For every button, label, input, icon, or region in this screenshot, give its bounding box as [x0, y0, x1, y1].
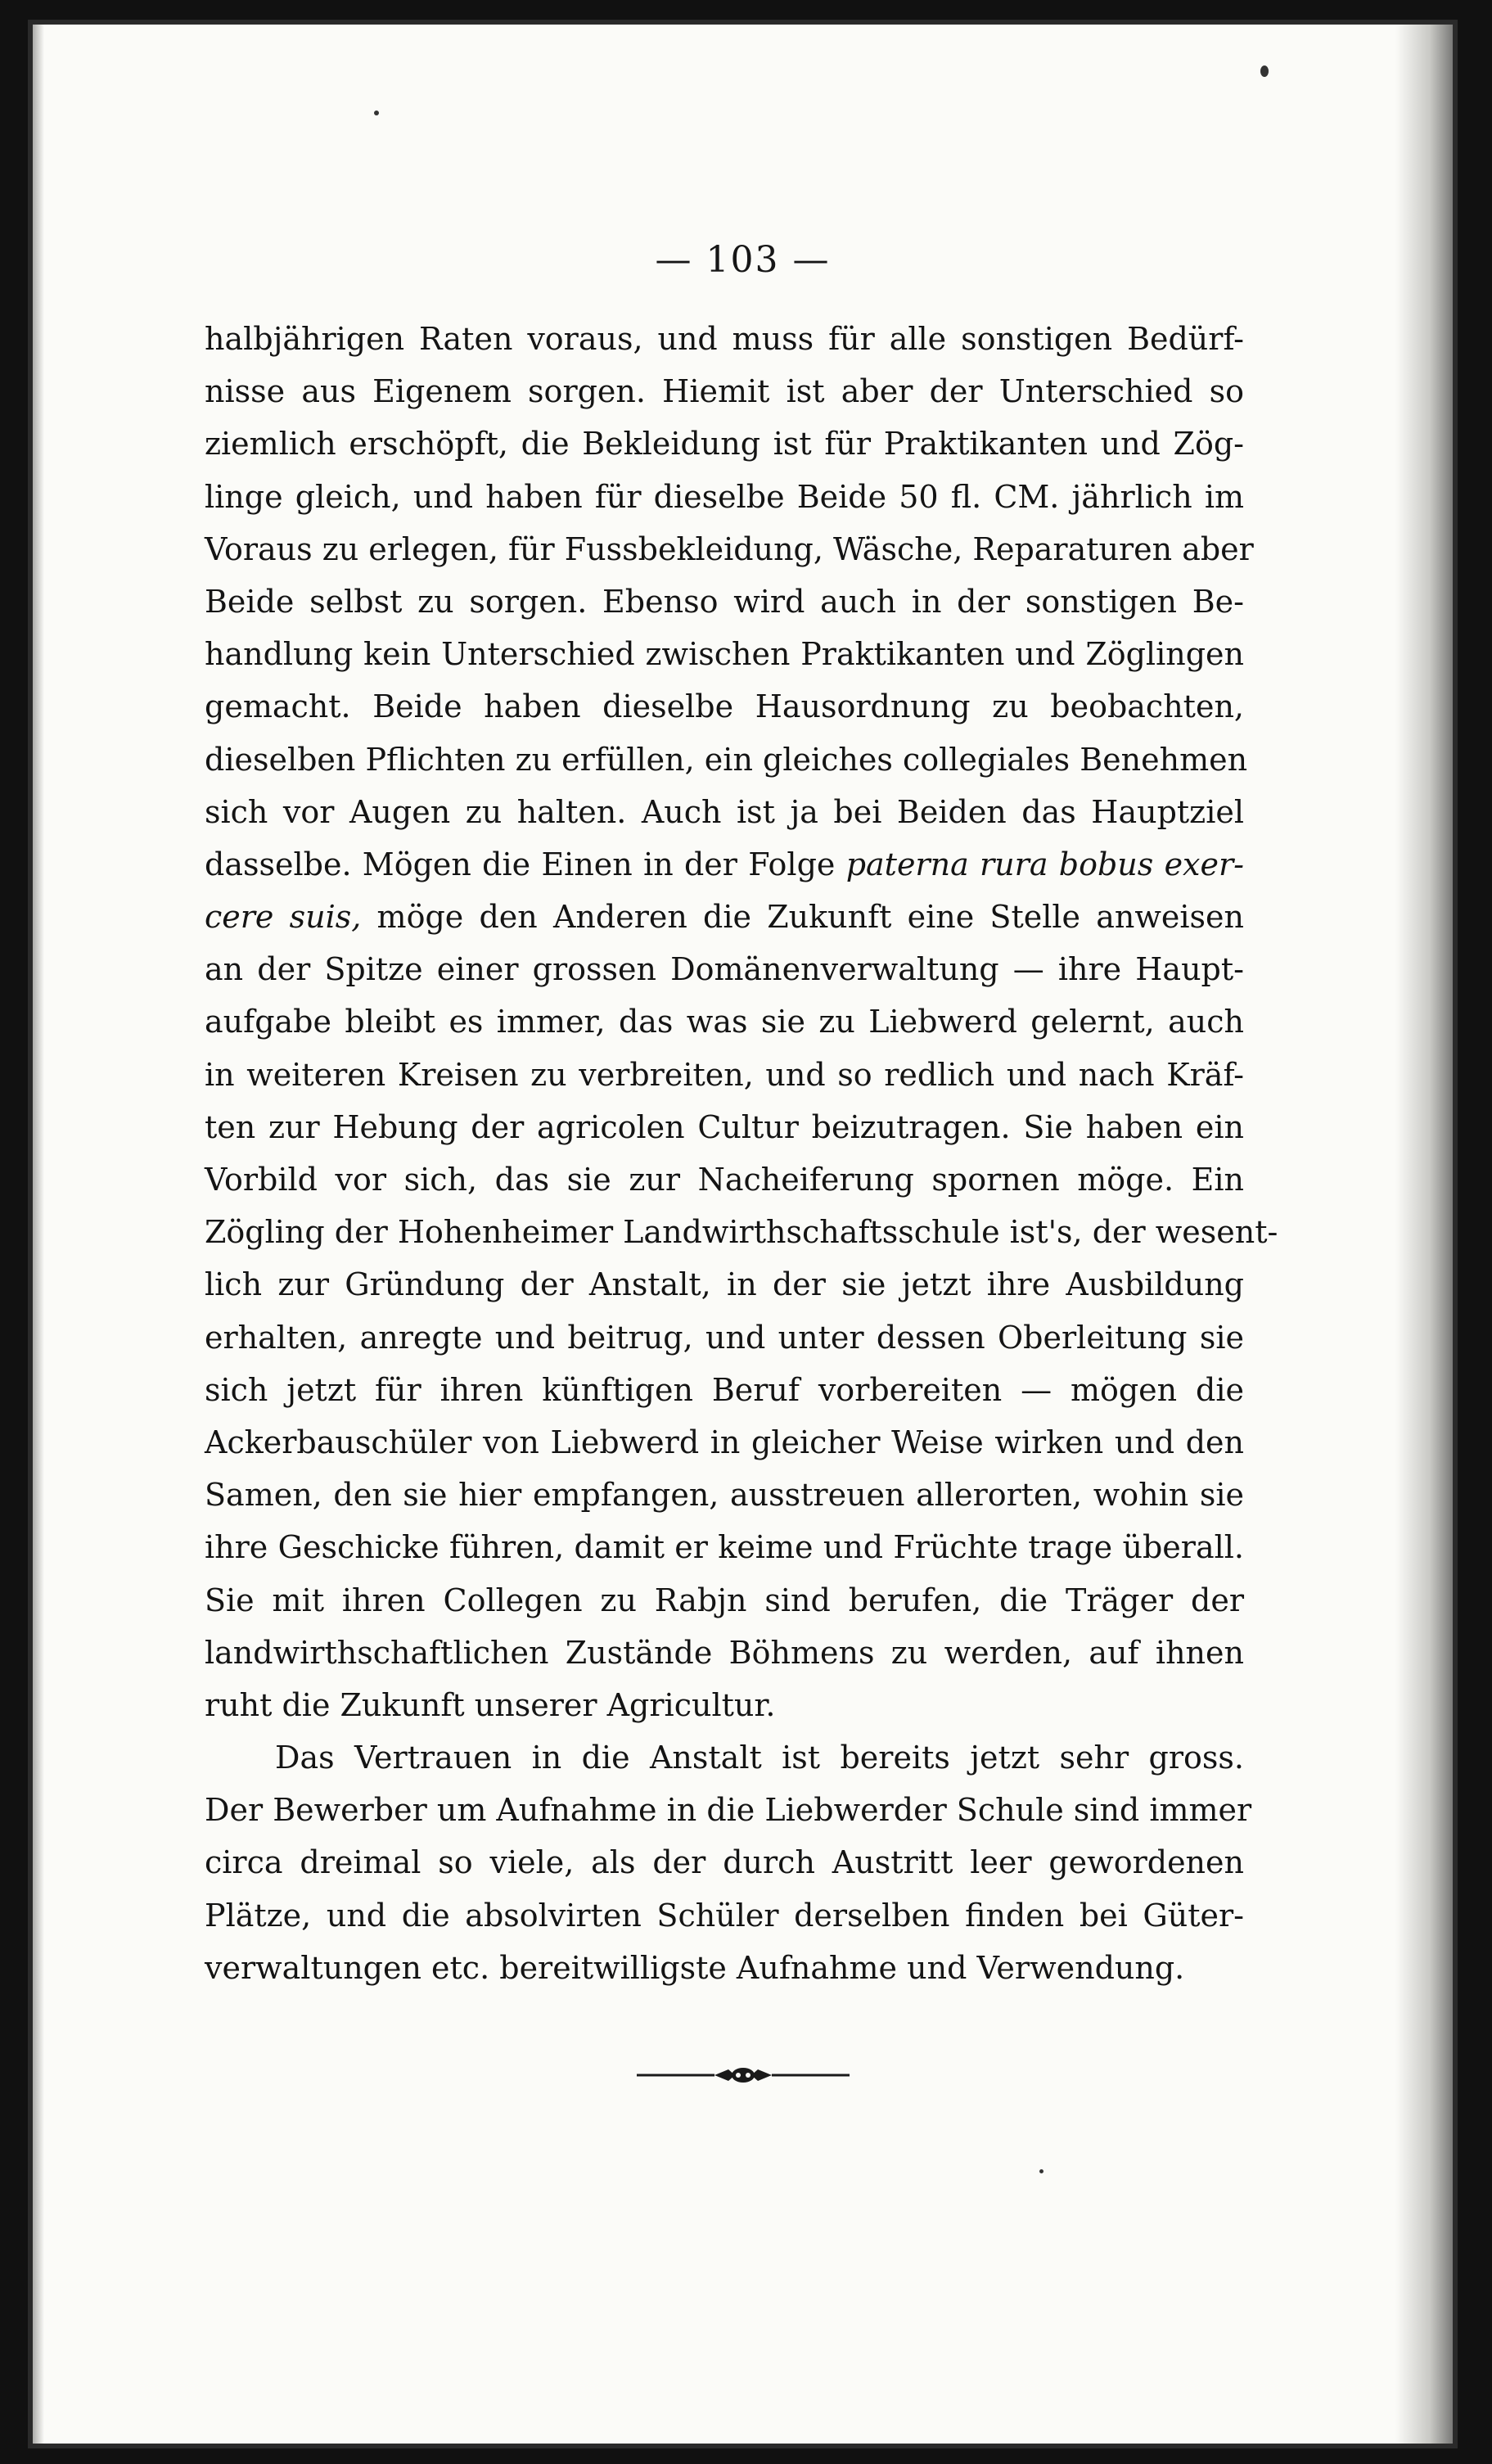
text-line: verwaltungen etc. bereitwilligste Aufnahme und Verwendung. — [205, 1949, 1185, 1986]
text-line: erhalten, anregte und beitrug, und unter dessen Oberleitung sie — [205, 1319, 1244, 1356]
text-segment: dasselbe. Mögen die Einen in der Folge — [205, 846, 846, 882]
text-line: Beide selbst zu sorgen. Ebenso wird auch in der sonstigen Be- — [205, 583, 1244, 620]
text-line: Sie mit ihren Collegen zu Rabjn sind berufen, die Träger der — [205, 1582, 1244, 1618]
text-line: ten zur Hebung der agricolen Cultur beizutragen. Sie haben ein — [205, 1108, 1244, 1145]
text-line: dieselben Pflichten zu erfüllen, ein gleiches collegiales Benehmen — [205, 741, 1248, 778]
text-line: Samen, den sie hier empfangen, ausstreuen allerorten, wohin sie — [205, 1477, 1244, 1514]
scan-speck — [1260, 65, 1269, 77]
text-line-with-latin-quote — [205, 891, 1244, 943]
latin-quote: paterna rura bobus exer- — [845, 846, 1244, 882]
decorative-divider-icon — [33, 2063, 1453, 2092]
text-line: aufgabe bleibt es immer, das was sie zu Liebwerd gelernt, auch — [205, 1004, 1244, 1040]
text-line: sich jetzt für ihren künftigen Beruf vorbereiten — mögen die — [205, 1371, 1244, 1408]
text-segment: möge den Anderen die Zukunft eine Stelle anweisen — [361, 899, 1244, 936]
text-line: Das Vertrauen in die Anstalt ist bereits jetzt sehr gross. — [275, 1740, 1244, 1776]
scan-speck — [374, 111, 379, 115]
body-text — [205, 313, 1278, 1994]
text-line: sich vor Augen zu halten. Auch ist ja bei Beiden das Hauptziel — [205, 793, 1244, 830]
text-line-with-latin-quote — [205, 838, 1244, 891]
text-line: gemacht. Beide haben dieselbe Hausordnung zu beobachten, — [205, 688, 1244, 725]
text-line: Der Bewerber um Aufnahme in die Liebwerder Schule sind immer — [205, 1792, 1252, 1829]
text-line: Voraus zu erlegen, für Fussbekleidung, Wäsche, Reparaturen aber — [205, 530, 1254, 567]
text-line: an der Spitze einer grossen Domänenverwaltung — ihre Haupt- — [205, 951, 1244, 988]
book-page — [33, 25, 1453, 2444]
text-line: nisse aus Eigenem sorgen. Hiemit ist aber der Unterschied so — [205, 373, 1244, 410]
page-number: — 103 — — [655, 239, 831, 281]
text-line: ziemlich erschöpft, die Bekleidung ist für Praktikanten und Zög- — [205, 426, 1244, 463]
text-line: handlung kein Unterschied zwischen Praktikanten und Zöglingen — [205, 636, 1244, 673]
text-line: landwirthschaftlichen Zustände Böhmens zu werden, auf ihnen — [205, 1634, 1244, 1671]
text-line: Zögling der Hohenheimer Landwirthschaftsschule ist's, der wesent- — [205, 1214, 1278, 1251]
text-line: ihre Geschicke führen, damit er keime und Früchte trage überall. — [205, 1529, 1244, 1566]
scan-speck — [1039, 2169, 1043, 2173]
text-line: halbjährigen Raten voraus, und muss für alle sonstigen Bedürf- — [205, 321, 1244, 357]
text-line: Ackerbauschüler von Liebwerd in gleicher Weise wirken und den — [205, 1424, 1244, 1460]
text-line: Plätze, und die absolvirten Schüler derselben finden bei Güter- — [205, 1897, 1244, 1934]
text-line: circa dreimal so viele, als der durch Austritt leer gewordenen — [205, 1844, 1244, 1881]
text-line: lich zur Gründung der Anstalt, in der sie jetzt ihre Ausbildung — [205, 1266, 1244, 1303]
text-line: linge gleich, und haben für dieselbe Beide 50 fl. CM. jährlich im — [205, 478, 1244, 515]
latin-quote: cere suis, — [205, 899, 362, 936]
text-line: ruht die Zukunft unserer Agricultur. — [205, 1686, 776, 1723]
text-line: Vorbild vor sich, das sie zur Nacheiferung spornen möge. Ein — [205, 1162, 1244, 1198]
text-line: in weiteren Kreisen zu verbreiten, und so redlich und nach Kräf- — [205, 1056, 1244, 1093]
